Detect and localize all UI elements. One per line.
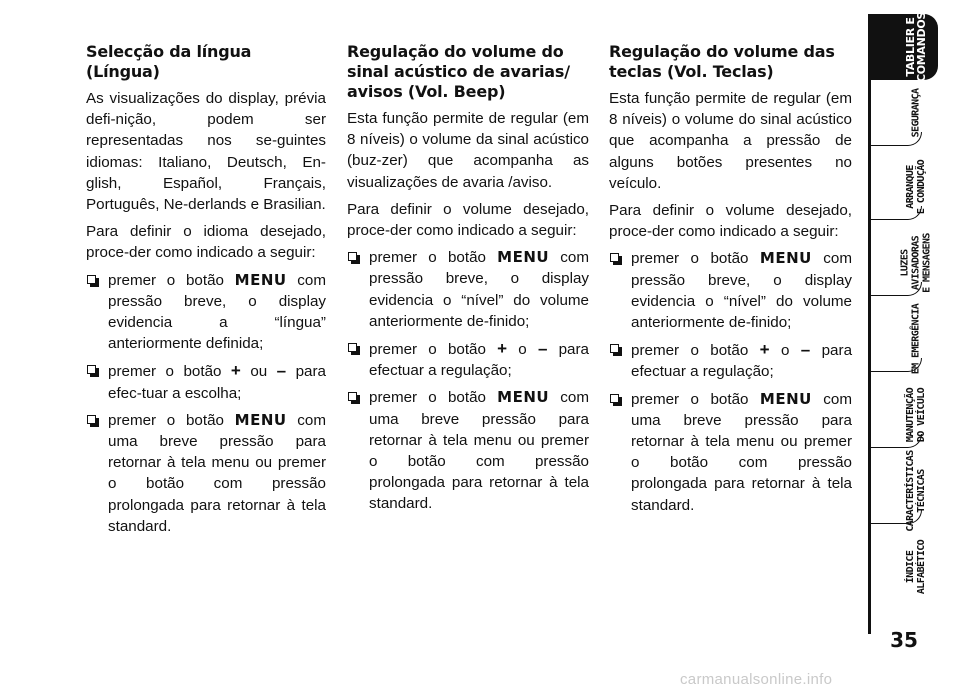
menu-key: MENU	[759, 249, 812, 268]
steps-list	[347, 247, 589, 514]
section-title-language: Selecção da língua (Língua)	[86, 42, 252, 81]
checkbox-bullet-icon	[87, 365, 96, 374]
list-item: premer o botão MENU com uma breve pressão para retornar à tela menu ou premer o botão com pressão prolongada para retornar à tela standard.	[86, 410, 326, 537]
checkbox-bullet-icon	[610, 253, 619, 262]
steps-list	[609, 248, 852, 515]
section-tabs	[868, 11, 960, 634]
checkbox-bullet-icon	[610, 394, 619, 403]
plus-key: +	[497, 339, 508, 359]
minus-key: –	[537, 339, 548, 359]
paragraph: Para definir o volume desejado, proce-der como indicado a seguir:	[609, 202, 852, 241]
list-item: premer o botão MENU com pressão breve, o display evidencia o “nível” do volume anteriormente de-finido;	[609, 248, 852, 333]
page-number: 35	[890, 628, 918, 652]
tab-luzes-avisadoras[interactable]: LUZES AVISADORAS E MENSAGENS	[868, 230, 960, 296]
list-item: premer o botão MENU com uma breve pressão para retornar à tela menu ou premer o botão com pressão prolongada para retornar à tela standard.	[347, 387, 589, 514]
checkbox-bullet-icon	[348, 343, 357, 352]
checkbox-bullet-icon	[348, 392, 357, 401]
list-item: premer o botão MENU com pressão breve, o display evidencia a “língua” anteriormente definida;	[86, 270, 326, 355]
column-language	[86, 42, 326, 543]
checkbox-bullet-icon	[87, 275, 96, 284]
paragraph: Para definir o idioma desejado, proce-der como indicado a seguir:	[86, 223, 326, 262]
section-title-key-volume: Regulação do volume das teclas (Vol. Teclas)	[609, 42, 835, 81]
list-item: premer o botão + o – para efectuar a regulação;	[347, 338, 589, 381]
list-item: premer o botão + o – para efectuar a regulação;	[609, 339, 852, 382]
tab-caracteristicas-tecnicas[interactable]: CARACTERÍSTICAS TÉCNICAS	[868, 458, 960, 524]
plus-key: +	[230, 361, 241, 381]
watermark: carmanualsonline.info	[680, 671, 833, 688]
checkbox-bullet-icon	[87, 415, 96, 424]
list-item: premer o botão + ou – para efec-tuar a escolha;	[86, 360, 326, 403]
tab-em-emergencia[interactable]: EM EMERGÊNCIA	[868, 306, 960, 372]
tab-arranque-conducao[interactable]: ARRANQUE E CONDUÇÃO	[868, 154, 960, 220]
list-item: premer o botão MENU com pressão breve, o display evidencia o “nível” do volume anteriormente de-finido;	[347, 247, 589, 332]
menu-key: MENU	[234, 410, 287, 429]
paragraph: Esta função permite de regular (em 8 níveis) o volume da sinal acústico (buz-zer) que acompanha as visualizações de avaria /aviso.	[347, 110, 589, 191]
steps-list	[86, 270, 326, 537]
minus-key: –	[276, 361, 287, 381]
tab-tablier-comandos[interactable]: TABLIER E COMANDOS	[868, 14, 960, 80]
plus-key: +	[759, 340, 770, 360]
minus-key: –	[800, 340, 811, 360]
tab-manutencao-veiculo[interactable]: MANUTENÇÃO DO VEÍCULO	[868, 382, 960, 448]
list-item: premer o botão MENU com uma breve pressão para retornar à tela menu ou premer o botão com pressão prolongada para retornar à tela standard.	[609, 389, 852, 516]
tab-indice-alfabetico[interactable]: ÍNDICE ALFABÉTICO	[905, 539, 927, 595]
checkbox-bullet-icon	[348, 252, 357, 261]
tab-seguranca[interactable]: SEGURANÇA	[868, 80, 960, 146]
column-key-volume	[609, 42, 852, 522]
paragraph: As visualizações do display, prévia defi-nição, podem ser representadas nos se-guintes idiomas: Italiano, Deutsch, En-glish, Español, Français, Português, Ne-derlands e Brasilian.	[86, 90, 326, 214]
checkbox-bullet-icon	[610, 344, 619, 353]
paragraph: Para definir o volume desejado, proce-der como indicado a seguir:	[347, 200, 589, 240]
menu-key: MENU	[497, 248, 550, 267]
menu-key: MENU	[497, 388, 550, 407]
paragraph: Esta função permite de regular (em 8 níveis) o volume do sinal acústico que acompanha a pressão de alguns botões presentes no veículo.	[609, 90, 852, 192]
menu-key: MENU	[234, 270, 287, 289]
menu-key: MENU	[759, 389, 812, 408]
section-title-beep-volume: Regulação do volume do sinal acústico de avarias/ avisos (Vol. Beep)	[347, 42, 570, 101]
column-beep-volume	[347, 42, 589, 521]
